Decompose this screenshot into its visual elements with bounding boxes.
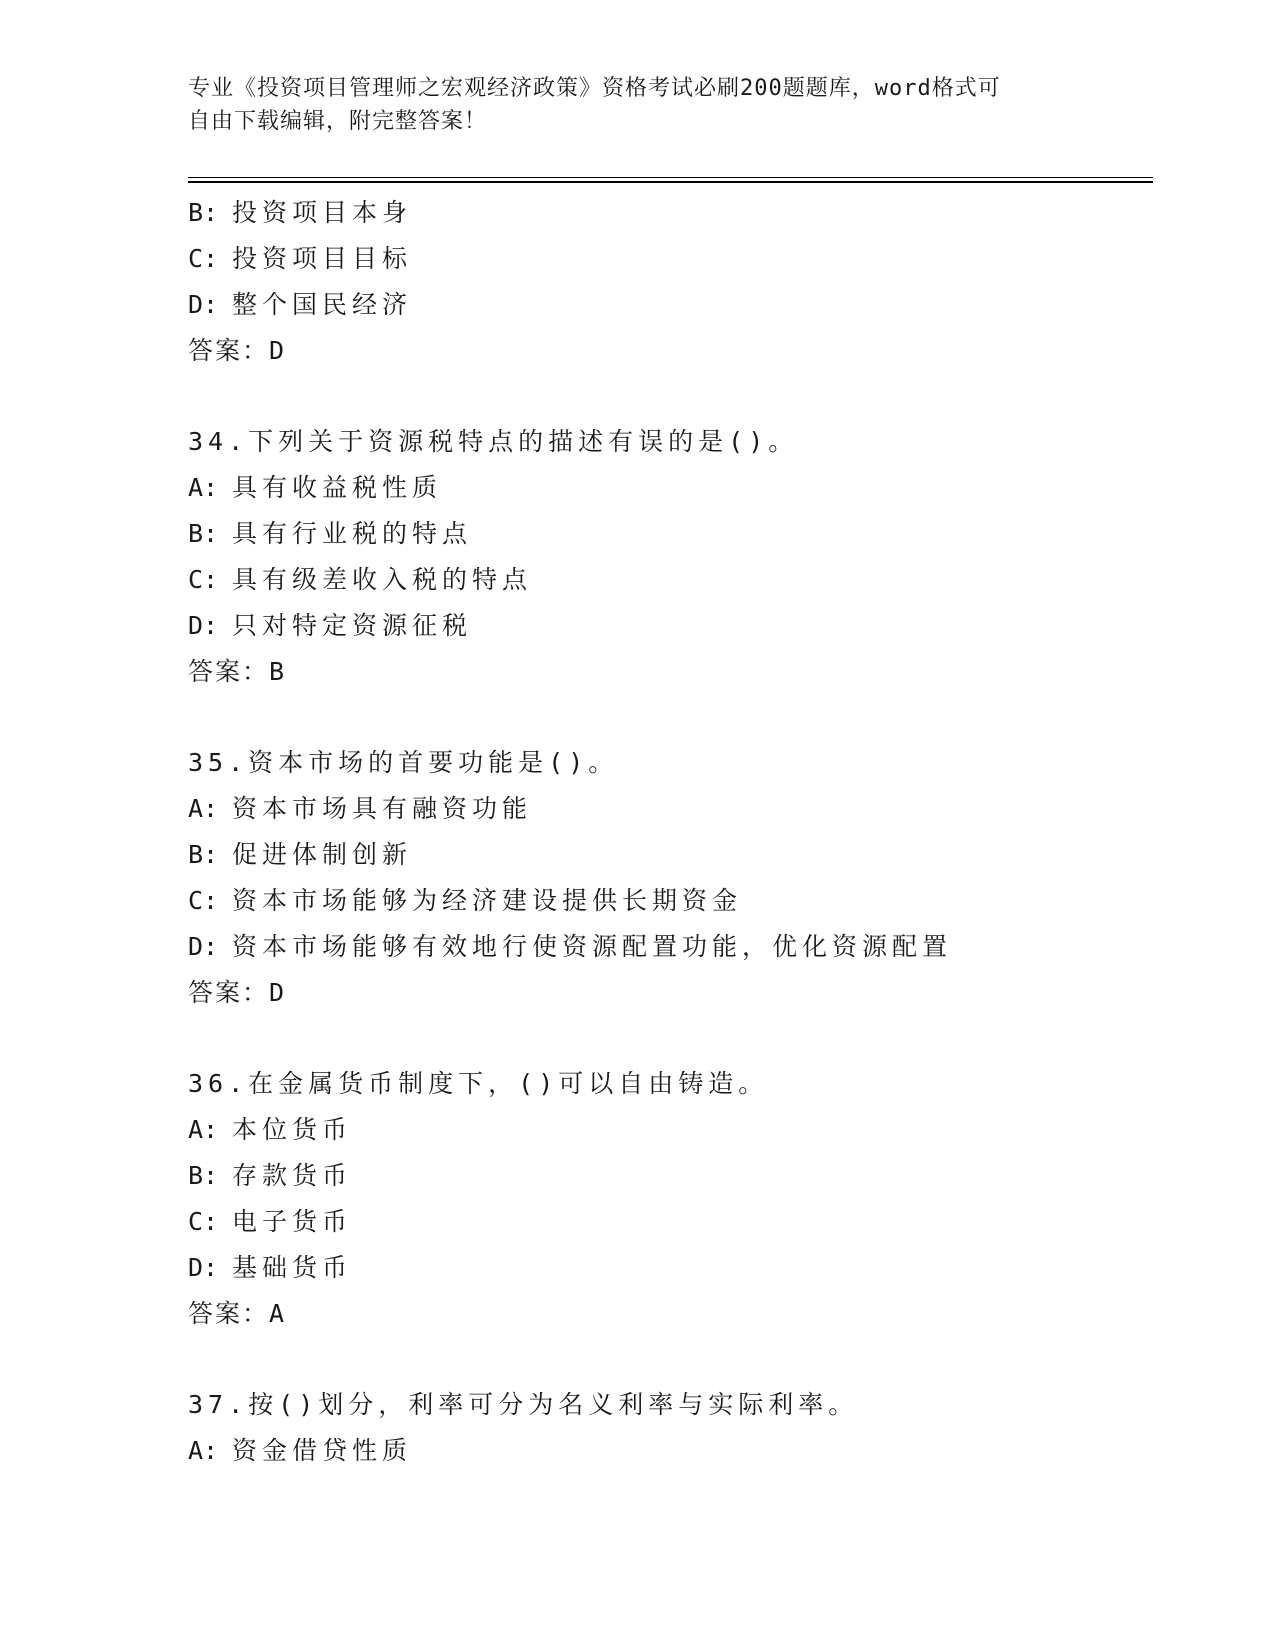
option-b: B: 促进体制创新 [188,840,413,869]
question-stem: 36.在金属货币制度下，()可以自由铸造。 [188,1069,769,1098]
option-c: C: 电子货币 [188,1207,353,1236]
question-stem: 35.资本市场的首要功能是()。 [188,748,619,777]
question-block-37 [188,1382,1153,1474]
option-a: A: 资金借贷性质 [188,1436,413,1465]
option-b: B: 投资项目本身 [188,198,413,227]
question-block-36 [188,1061,1153,1337]
question-stem: 34.下列关于资源税特点的描述有误的是()。 [188,427,799,456]
answer-line: 答案：D [188,978,287,1007]
option-d: D: 资本市场能够有效地行使资源配置功能，优化资源配置 [188,932,953,961]
header-line-2: 自由下载编辑，附完整答案！ [188,109,488,134]
option-c: C: 具有级差收入税的特点 [188,565,533,594]
header-divider-thick [188,181,1153,183]
header-line-1: 专业《投资项目管理师之宏观经济政策》资格考试必刷200题题库，word格式可 [188,76,1001,101]
option-c: C: 资本市场能够为经济建设提供长期资金 [188,886,743,915]
answer-line: 答案：A [188,1299,287,1328]
option-a: A: 本位货币 [188,1115,353,1144]
option-b: B: 存款货币 [188,1161,353,1190]
answer-line: 答案：D [188,336,287,365]
document-header [188,72,1088,138]
option-b: B: 具有行业税的特点 [188,519,473,548]
header-divider-thin [188,177,1153,178]
option-d: D: 基础货币 [188,1253,353,1282]
question-block-34 [188,419,1153,695]
option-d: D: 只对特定资源征税 [188,611,473,640]
question-block-prev [188,190,1153,374]
question-block-35 [188,740,1153,1016]
option-a: A: 资本市场具有融资功能 [188,794,533,823]
option-d: D: 整个国民经济 [188,290,413,319]
answer-line: 答案：B [188,657,287,686]
question-list [188,190,1153,1474]
question-stem: 37.按()划分，利率可分为名义利率与实际利率。 [188,1390,859,1419]
option-a: A: 具有收益税性质 [188,473,443,502]
option-c: C: 投资项目目标 [188,244,413,273]
